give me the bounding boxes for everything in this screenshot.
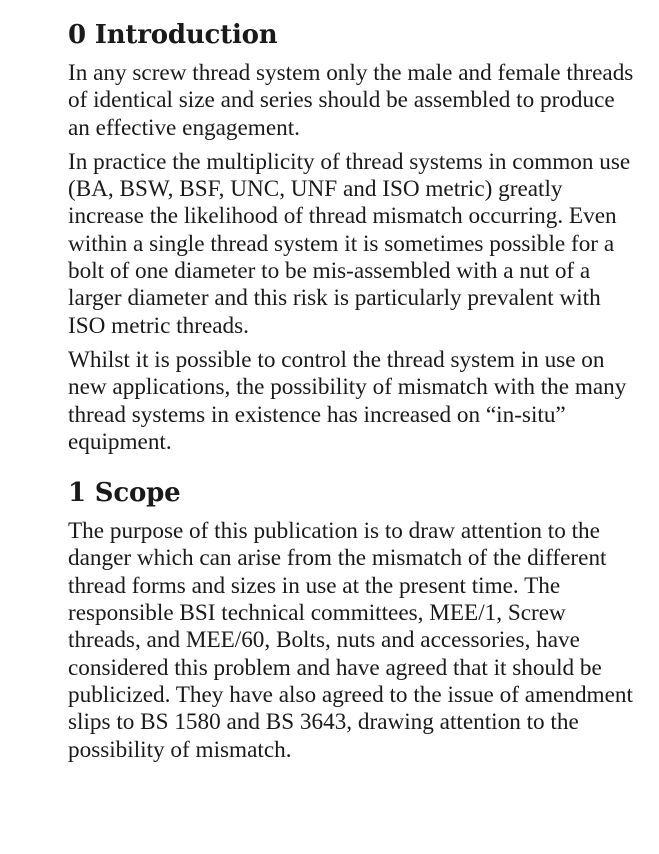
document-page (68, 18, 634, 771)
paragraph: In practice the multiplicity of thread systems in common use (BA, BSW, BSF, UNC, UNF and ISO metric) greatly increase the likelihood of thread mismatch occurring. Even within a single thread system it is sometimes possible for a bolt of one diameter to be mis-assembled with a nut of a larger diameter and this risk is particularly prevalent with ISO metric threads. (68, 148, 631, 339)
paragraph: Whilst it is possible to control the thread system in use on new applications, the possibility of mismatch with the many thread systems in existence has increased on “in-situ” equipment. (68, 346, 627, 455)
section-heading-scope: 1 Scope (68, 478, 181, 509)
scope-section (68, 476, 634, 764)
paragraph: The purpose of this publication is to draw attention to the danger which can arise from the mismatch of the different thread forms and sizes in use at the present time. The responsible BSI technical committees, MEE/1, Screw threads, and MEE/60, Bolts, nuts and accessories, have considered this problem and have agreed that it should be publicized. They have also agreed to the issue of amendment slips to BS 1580 and BS 3643, drawing attention to the possibility of mismatch. (68, 518, 633, 763)
introduction-section (68, 18, 634, 456)
paragraph: In any screw thread system only the male and female threads of identical size and series should be assembled to produce an effective engagement. (68, 60, 634, 141)
section-heading-introduction: 0 Introduction (68, 20, 278, 50)
